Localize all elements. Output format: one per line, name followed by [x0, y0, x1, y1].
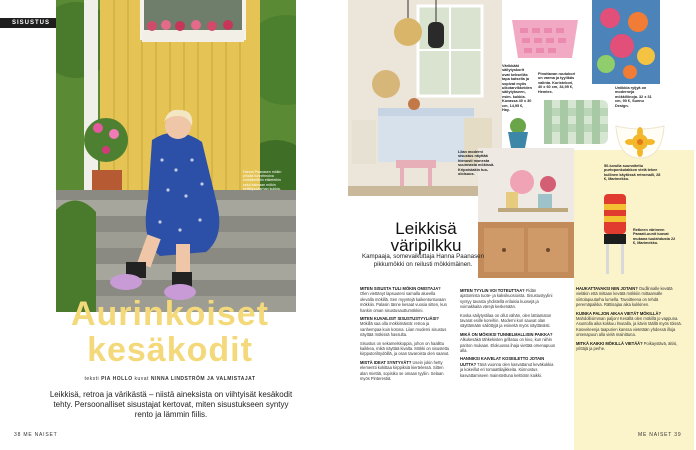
article-title [376, 220, 476, 254]
main-title [40, 296, 300, 368]
qa-block: MIKÄ ON MÖKIKSI TUNNELMALLISIN PAIKKA? Alkukesäkä tähkekisten grillatuu on kivo, kun niihin pariton mukaan. Elokuussa ihaja viettää omenapuun alla. [460, 331, 556, 354]
main-title-line-1: Aurinkoiset [70, 295, 270, 333]
floral-towel-image [586, 0, 666, 84]
intro-lede: Leikkisä, retroa ja värikästä – niistä aineksista on viihtyisät kesäkodit tehty. Persoonalliset sisustajat kertovat, miten sisustukseen syntyy rento ja lämmin fiilis. [49, 390, 293, 419]
qa-block: MITEN SISUSTA TULI MÖKIN OMISTAJA? Olen viettänyt lapsuuteni samalla alueella olevalla mökillä. Sen myyntejä kaikentuntuvaan mökkiin. Palasin tänne kesaat vuosia sitten, kun hankin oman sisustusauttumökkini. [360, 286, 447, 313]
qa-block: MITKÄ KAIKKI MÖKILLÄ VIETÄÄ? Poikaystävä, äitisi, yrittäjä ja perhe. [576, 340, 678, 352]
qa-block: MITEN KUVAILISIT SISUSTUSTYYLIÄSI? Mökillä saa olla mökkimäistä: retroa ja vanhempaa kuin kotona. Liian moderni sisustus näyttää mökissä hassulta. [360, 316, 447, 338]
article-title-line-2: väripilkku [390, 236, 462, 255]
photo-caption: Hanna Paanasen mökin pihalla tunnelmoiva mökkikeittiön etiketeihin sekä kaimaan mökin keittiöpuutarhan kukkia. [243, 170, 282, 191]
credits-photo-label: kuvat [134, 376, 149, 382]
qa-block: HANNIKSI KAIVELAT KOSEILETTO JOTAIN UUTTA? Tänä vuonna olen kasvattanut keväkukkia ja kokeillut eri tomaattilajikkeita. Kiinnostus kasvattamiseen mainstettuna keittiöön kaikki. [460, 356, 554, 378]
body-column-2 [460, 288, 556, 381]
caption-bowl: 50-luvulla suunniteltu purtoponkulakkon vielä tekee kullinen käytössä retromalli, 28 €, Marimekko. [604, 164, 661, 182]
qa-block: HAUKATTAVAKSI NIIN JOTAIN? Oudlinnalle kevätä vieläkin että mittaan kevätä mökkiin mittaamalle siirtolapuutarha lumella. Tavoitteena on tehdä peremäpaikka. Rättisajaa aika kukkinen. [576, 286, 673, 308]
right-page [348, 0, 696, 450]
credits-photo-name: NINNA LINDSTRÖM JA VALMISTAJAT [150, 376, 256, 382]
folio-left: 38 ME NAISET [14, 432, 58, 438]
checkered-pillow-image [540, 96, 612, 148]
article-lede: Kampaaja, somevaikuttaja Hanna Paanasen pikkumökki on reilusti mökkimäinen. [361, 253, 485, 268]
main-photo [56, 0, 296, 312]
qa-block: KUINKA PALJON AIKAA VIETÄT MÖKILLÄ? Mahdollisimman paljon! Kesällä olen mökillä jo vappuna. Asuntolla aika kokkuu lmutalla, ja kävin täällä myös töissä. Kasveiteenja taapurien kanssa vietetään yhdessä illoja ontenapuun alla vielä mainittuna. [576, 310, 682, 338]
pink-crate-image [506, 10, 584, 64]
main-title-line-2: kesäkodit [87, 331, 253, 369]
caption-crate: Pinottavan ruutukori on varma ja tyylikäs valinta. Koristekori, 40 x 60 cm, 34,95 €, Hemtex. [538, 72, 576, 94]
credits-text-label: teksti [84, 376, 100, 382]
caption-chair: Retkeen värineen Paraati-uunit tuovat mukana tuulahdusta 22 €, Marimekko. [633, 228, 676, 246]
body-column-1 [360, 286, 450, 385]
caption-towel: Uniikkia ryijyä on moderneja mökkiliinoja. 32 x 31 cm, 90 €, Sunnu Design. [615, 86, 652, 108]
article-title-line-1: Leikkisä [395, 219, 457, 238]
qa-block: Koska säilytystilaa on ollut vähän, olen lattiamaton tavarat esille koreihin. Moderni kori sauvat olan säyttämään säilöttyjä ja esineitä myös näyttävästi. [460, 312, 552, 329]
caption-hanna: Liian moderni sisustus näyttää hienosti monesta suunnasta mökissä. Kripoistakin tuo-oloisuus. [458, 150, 495, 177]
qa-block: MISTÄ IDEAT SYNTYVÄT? Usein jokin hetty elementti kokittaa kirppiksiä kiertelessä. Sitten alan miettiä, sopisiko se omaan tyyliin. Selaan myös Pinterestiä. [360, 359, 444, 382]
credits [40, 376, 300, 382]
qa-block: Sisustus on sekamelskoppia, johon on haalittu kaikkea, mikä näyttää kivalta. Mökki on sisustettu kirpputorilöydöillä, ja osan tavaroista olen saanut. [360, 340, 450, 357]
caption-vase: Värikkäät säilytyskorit ovat kekseliäs tapa katsella ja sopivat myös ulkotarvikkeiden säilytykseen, esim. kukkia. Kuvassa 40 x 30 cm, 14,95 €, Hay. [502, 64, 532, 113]
body-column-3 [576, 286, 686, 354]
flower-bowl-image [612, 118, 668, 162]
credits-text-name: PIA HOLLO [101, 376, 133, 382]
plant-pot-image [502, 118, 534, 148]
section-tag: SISUSTUS [0, 18, 60, 28]
folio-right: ME NAISET 39 [638, 432, 682, 438]
red-chair-image [600, 194, 630, 274]
qa-block: MITEN TYYLIN VOI TOTEUTTAA? Pidän ajattomista tuote- ja kaksikuosioista. Sisustustyylini syntyy tavasta yhdistellä erilaisia kuosejä ja voimakkaita värejä keskenään. [460, 288, 553, 310]
